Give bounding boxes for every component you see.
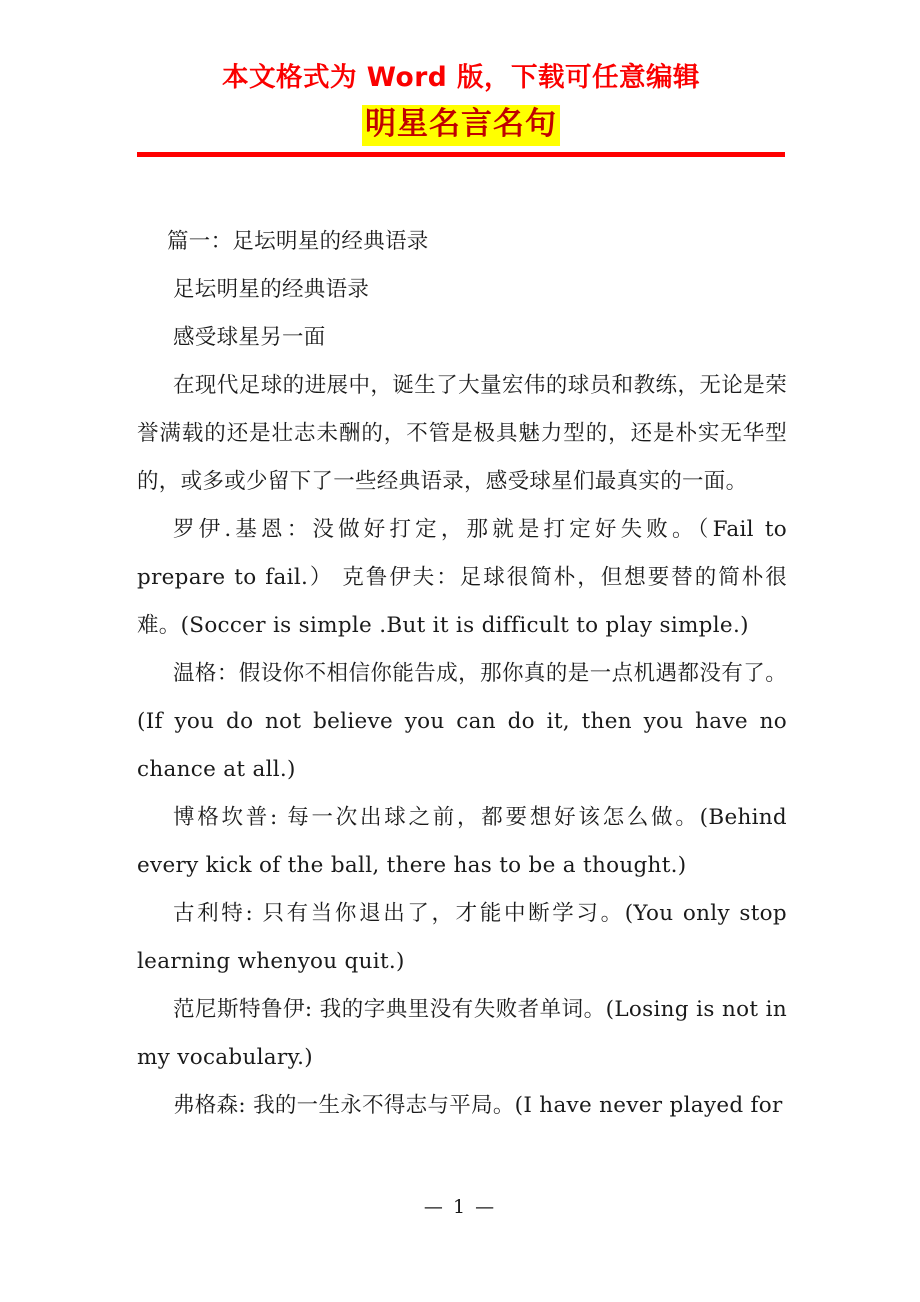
quote-ferguson: 弗格森: 我的一生永不得志与平局。(I have never played for: [173, 1093, 783, 1118]
quote-gullit: 古利特: 只有当你退出了，才能中断学习。(You only stop learning whenyou quit.): [137, 901, 787, 974]
page-title: 明星名言名句: [362, 105, 560, 146]
page-number-footer: — 1 —: [423, 1196, 497, 1218]
section-heading: 篇一：足坛明星的经典语录: [167, 229, 429, 254]
document-body: [137, 218, 787, 1130]
quote-keane-cruyff: 罗伊.基恩：没做好打定，那就是打定好失败。（Fail to prepare to fail.） 克鲁伊夫：足球很简朴，但想要替的简朴很难。(Soccer is simple .But it is difficult to play simple.): [137, 517, 787, 638]
document-header: [137, 60, 785, 157]
subtitle-line-2: 感受球星另一面: [173, 325, 326, 350]
quote-bergkamp: 博格坎普: 每一次出球之前，都要想好该怎么做。(Behind every kick of the ball, there has to be a thought.): [137, 805, 787, 878]
document-title-row: [137, 105, 785, 146]
intro-paragraph: 在现代足球的进展中，诞生了大量宏伟的球员和教练，无论是荣誉满载的还是壮志未酬的，不管是极具魅力型的，还是朴实无华型的，或多或少留下了一些经典语录，感受球星们最真实的一面。: [137, 373, 787, 494]
word-format-banner: 本文格式为 Word 版，下载可任意编辑: [222, 62, 700, 93]
quote-van-nistelrooy: 范尼斯特鲁伊: 我的字典里没有失败者单词。(Losing is not in my vocabulary.): [137, 997, 787, 1070]
header-divider-rule: [137, 152, 785, 157]
quote-wenger: 温格：假设你不相信你能告成，那你真的是一点机遇都没有了。(If you do not believe you can do it, then you have no chance at all.): [137, 661, 787, 782]
subtitle-line-1: 足坛明星的经典语录: [173, 277, 370, 302]
